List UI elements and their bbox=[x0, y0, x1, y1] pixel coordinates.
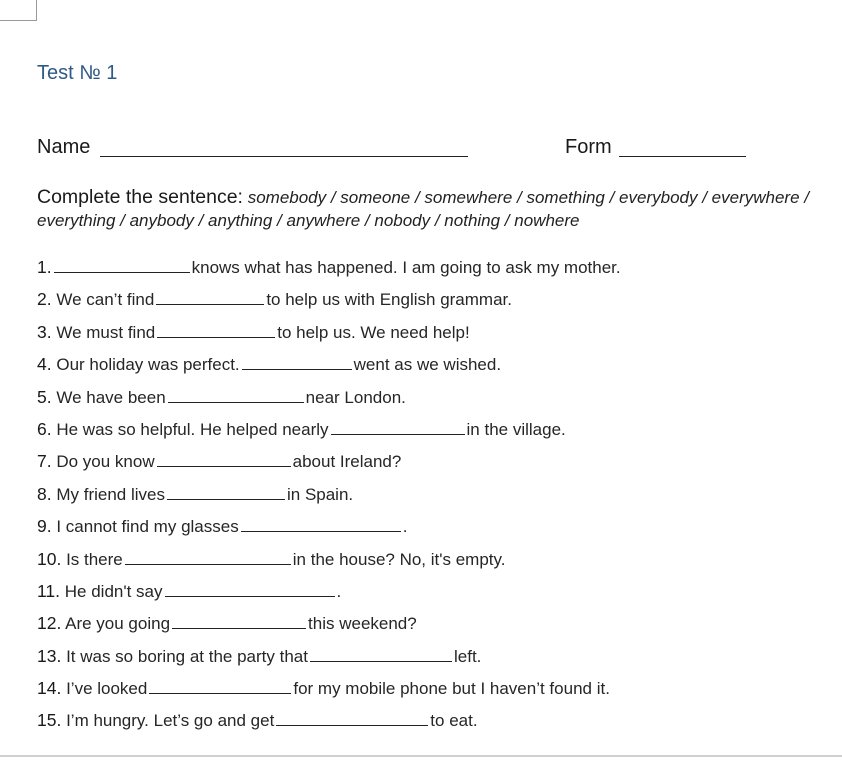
form-label: Form bbox=[565, 136, 612, 158]
question-number: 5. bbox=[37, 386, 52, 407]
question-number: 13. bbox=[37, 645, 62, 666]
question-number: 15. bbox=[37, 710, 62, 731]
question-text-before: Do you know bbox=[56, 452, 155, 472]
instruction-label: Complete the sentence: bbox=[37, 186, 243, 208]
form-blank[interactable] bbox=[619, 156, 746, 157]
answer-blank[interactable] bbox=[156, 287, 264, 305]
question-item bbox=[37, 482, 827, 514]
answer-blank[interactable] bbox=[157, 320, 275, 338]
question-number: 2. bbox=[37, 289, 52, 310]
answer-blank[interactable] bbox=[310, 644, 452, 662]
name-label: Name bbox=[37, 136, 91, 158]
question-number: 7. bbox=[37, 451, 52, 472]
question-item bbox=[37, 579, 827, 611]
question-item bbox=[37, 676, 827, 708]
question-text-before: We have been bbox=[56, 387, 166, 407]
page-corner-mark bbox=[0, 0, 37, 21]
question-list bbox=[37, 255, 827, 741]
question-text-after: near London. bbox=[305, 387, 406, 407]
question-text-before: I’m hungry. Let’s go and get bbox=[66, 711, 275, 731]
question-item bbox=[37, 417, 827, 449]
answer-blank[interactable] bbox=[242, 352, 352, 370]
question-text-after: to help us. We need help! bbox=[277, 322, 470, 342]
question-item bbox=[37, 449, 827, 481]
answer-blank[interactable] bbox=[331, 417, 465, 435]
question-item bbox=[37, 644, 827, 676]
question-text-after: in the house? No, it's empty. bbox=[292, 549, 506, 569]
answer-blank[interactable] bbox=[241, 514, 401, 532]
question-text-before: My friend lives bbox=[56, 484, 165, 504]
question-text-after: to help us with English grammar. bbox=[266, 290, 512, 310]
question-number: 9. bbox=[37, 516, 52, 537]
answer-blank[interactable] bbox=[125, 547, 291, 565]
question-item bbox=[37, 352, 827, 384]
question-text-before: I’ve looked bbox=[66, 679, 148, 699]
word-bank: somebody / someone / somewhere / something / everybody / everywhere / everything / anybody / anything / anywhere / nobody / nothing / nowhere bbox=[37, 188, 809, 230]
answer-blank[interactable] bbox=[149, 676, 291, 694]
question-text-before: Are you going bbox=[65, 614, 171, 634]
question-number: 14. bbox=[37, 678, 62, 699]
answer-blank[interactable] bbox=[172, 611, 306, 629]
question-number: 4. bbox=[37, 354, 52, 375]
question-text-before: I cannot find my glasses bbox=[56, 517, 239, 537]
answer-blank[interactable] bbox=[165, 579, 335, 597]
question-text-after: knows what has happened. I am going to ask my mother. bbox=[191, 258, 621, 277]
question-item bbox=[37, 514, 827, 546]
name-blank[interactable] bbox=[100, 156, 468, 157]
question-number: 11. bbox=[37, 580, 61, 601]
question-text-after: to eat. bbox=[430, 711, 478, 731]
question-text-before: We can’t find bbox=[56, 290, 155, 310]
question-item bbox=[37, 287, 827, 319]
question-number: 3. bbox=[37, 321, 52, 342]
question-text-after: in Spain. bbox=[286, 484, 354, 504]
question-item bbox=[37, 708, 827, 740]
question-text-after: for my mobile phone but I haven’t found it. bbox=[293, 679, 610, 699]
question-item bbox=[37, 547, 827, 579]
question-number: 8. bbox=[37, 483, 52, 504]
answer-blank[interactable] bbox=[167, 482, 285, 500]
question-text-before: He didn't say bbox=[64, 581, 163, 601]
question-number: 6. bbox=[37, 418, 52, 439]
question-number: 1. bbox=[37, 257, 52, 277]
answer-blank[interactable] bbox=[157, 449, 291, 467]
question-number: 10. bbox=[37, 548, 62, 569]
question-text-before: We must find bbox=[56, 322, 156, 342]
instructions bbox=[37, 186, 817, 232]
question-text-before: Is there bbox=[66, 549, 123, 569]
question-item bbox=[37, 385, 827, 417]
question-text-after: this weekend? bbox=[308, 614, 417, 634]
question-text-after: about Ireland? bbox=[292, 452, 402, 472]
question-text-after: . bbox=[402, 517, 408, 537]
question-text-after: went as we wished. bbox=[353, 355, 502, 375]
question-text-before: Our holiday was perfect. bbox=[56, 355, 240, 375]
test-title: Test № 1 bbox=[37, 62, 118, 84]
question-text-before: It was so boring at the party that bbox=[66, 646, 308, 666]
name-form-row bbox=[37, 136, 777, 164]
answer-blank[interactable] bbox=[168, 385, 304, 403]
question-text-after: in the village. bbox=[466, 419, 566, 439]
question-item bbox=[37, 255, 827, 287]
question-text-after: left. bbox=[453, 646, 482, 666]
question-item bbox=[37, 611, 827, 643]
question-text-after: . bbox=[336, 581, 342, 601]
question-text-before: He was so helpful. He helped nearly bbox=[56, 419, 329, 439]
answer-blank[interactable] bbox=[276, 708, 428, 726]
question-number: 12. bbox=[37, 613, 62, 634]
question-item bbox=[37, 320, 827, 352]
page-bottom-rule bbox=[0, 755, 842, 757]
answer-blank[interactable] bbox=[54, 255, 190, 273]
